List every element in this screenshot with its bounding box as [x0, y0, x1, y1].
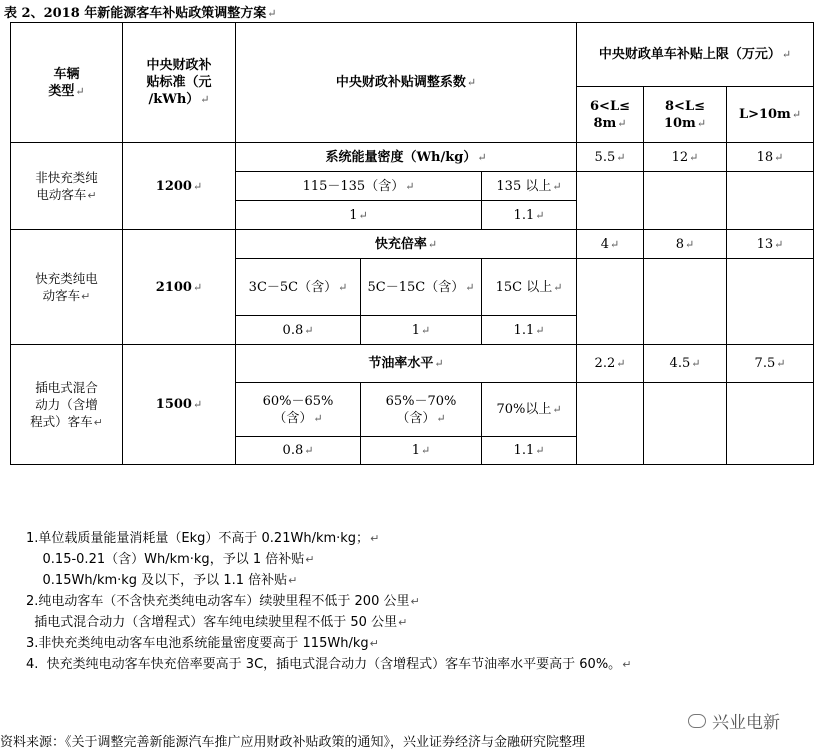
- empty-cell: [577, 259, 644, 345]
- wechat-icon: [688, 714, 706, 728]
- empty-cell: [577, 172, 644, 230]
- header-subsidy-standard: 中央财政补 贴标准（元 /kWh）↵: [123, 23, 236, 143]
- standard-1200: 1200↵: [123, 143, 236, 230]
- cap-cell: 18↵: [727, 143, 814, 172]
- note-line: 4. 快充类纯电动客车快充倍率要高于 3C，插电式混合动力（含增程式）客车节油率水平要高于 60%。↵: [26, 657, 632, 672]
- vehicle-type-phev: 插电式混合 动力（含增 程式）客车↵: [11, 345, 123, 465]
- empty-cell: [644, 172, 727, 230]
- coefficient-cell: 1.1↵: [482, 316, 577, 345]
- range-cell: 15C 以上↵: [482, 259, 577, 316]
- empty-cell: [577, 383, 644, 465]
- coefficient-cell: 1↵: [361, 316, 482, 345]
- empty-cell: [727, 259, 814, 345]
- header-length-6-8m: 6<L≤ 8m↵: [577, 87, 644, 143]
- vehicle-type-fast-ev: 快充类纯电 动客车↵: [11, 230, 123, 345]
- range-cell: 5C－15C（含）↵: [361, 259, 482, 316]
- cap-cell: 13↵: [727, 230, 814, 259]
- empty-cell: [727, 172, 814, 230]
- table-title: 表 2、2018 年新能源客车补贴政策调整方案↵: [4, 6, 277, 21]
- cap-cell: 4↵: [577, 230, 644, 259]
- range-cell: 135 以上↵: [482, 172, 577, 201]
- empty-cell: [644, 259, 727, 345]
- coefficient-cell: 1↵: [361, 437, 482, 465]
- header-length-8-10m: 8<L≤ 10m↵: [644, 87, 727, 143]
- range-cell: 3C－5C（含）↵: [236, 259, 361, 316]
- note-line: 插电式混合动力（含增程式）客车纯电续驶里程不低于 50 公里↵: [26, 615, 408, 630]
- note-line: 1.单位载质量能量消耗量（Ekg）不高于 0.21Wh/km·kg；↵: [26, 531, 380, 546]
- empty-cell: [644, 383, 727, 465]
- standard-1500: 1500↵: [123, 345, 236, 465]
- note-line: 0.15Wh/km·kg 及以下，予以 1.1 倍补贴↵: [26, 573, 298, 588]
- header-length-over-10m: L>10m↵: [727, 87, 814, 143]
- metric-fuel-saving-rate: 节油率水平↵: [236, 345, 577, 383]
- coefficient-cell: 1.1↵: [482, 201, 577, 230]
- cap-cell: 12↵: [644, 143, 727, 172]
- note-line: 3.非快充类纯电动客车电池系统能量密度要高于 115Wh/kg↵: [26, 636, 379, 651]
- source-line: 资料来源：《关于调整完善新能源汽车推广应用财政补贴政策的通知》，兴业证券经济与金融研究院整理: [0, 735, 586, 750]
- watermark: 兴业电新: [688, 708, 780, 733]
- cap-cell: 7.5↵: [727, 345, 814, 383]
- notes: [26, 528, 631, 675]
- vehicle-type-nonfast-ev: 非快充类纯 电动客车↵: [11, 143, 123, 230]
- coefficient-cell: 1.1↵: [482, 437, 577, 465]
- header-vehicle-type: 车辆 类型↵: [11, 23, 123, 143]
- coefficient-cell: 0.8↵: [236, 437, 361, 465]
- standard-2100: 2100↵: [123, 230, 236, 345]
- coefficient-cell: 0.8↵: [236, 316, 361, 345]
- coefficient-cell: 1↵: [236, 201, 482, 230]
- cap-cell: 2.2↵: [577, 345, 644, 383]
- cap-cell: 5.5↵: [577, 143, 644, 172]
- range-cell: 60%－65% （含）↵: [236, 383, 361, 437]
- metric-energy-density: 系统能量密度（Wh/kg）↵: [236, 143, 577, 172]
- note-line: 0.15-0.21（含）Wh/km·kg，予以 1 倍补贴↵: [26, 552, 315, 567]
- cap-cell: 4.5↵: [644, 345, 727, 383]
- range-cell: 65%－70% （含）↵: [361, 383, 482, 437]
- subsidy-table: [10, 22, 814, 465]
- header-adjustment-coefficient: 中央财政补贴调整系数↵: [236, 23, 577, 143]
- empty-cell: [727, 383, 814, 465]
- range-cell: 70%以上↵: [482, 383, 577, 437]
- header-subsidy-cap: 中央财政单车补贴上限（万元）↵: [577, 23, 814, 87]
- note-line: 2.纯电动客车（不含快充类纯电动客车）续驶里程不低于 200 公里↵: [26, 594, 420, 609]
- range-cell: 115－135（含）↵: [236, 172, 482, 201]
- cap-cell: 8↵: [644, 230, 727, 259]
- metric-fast-charge-rate: 快充倍率↵: [236, 230, 577, 259]
